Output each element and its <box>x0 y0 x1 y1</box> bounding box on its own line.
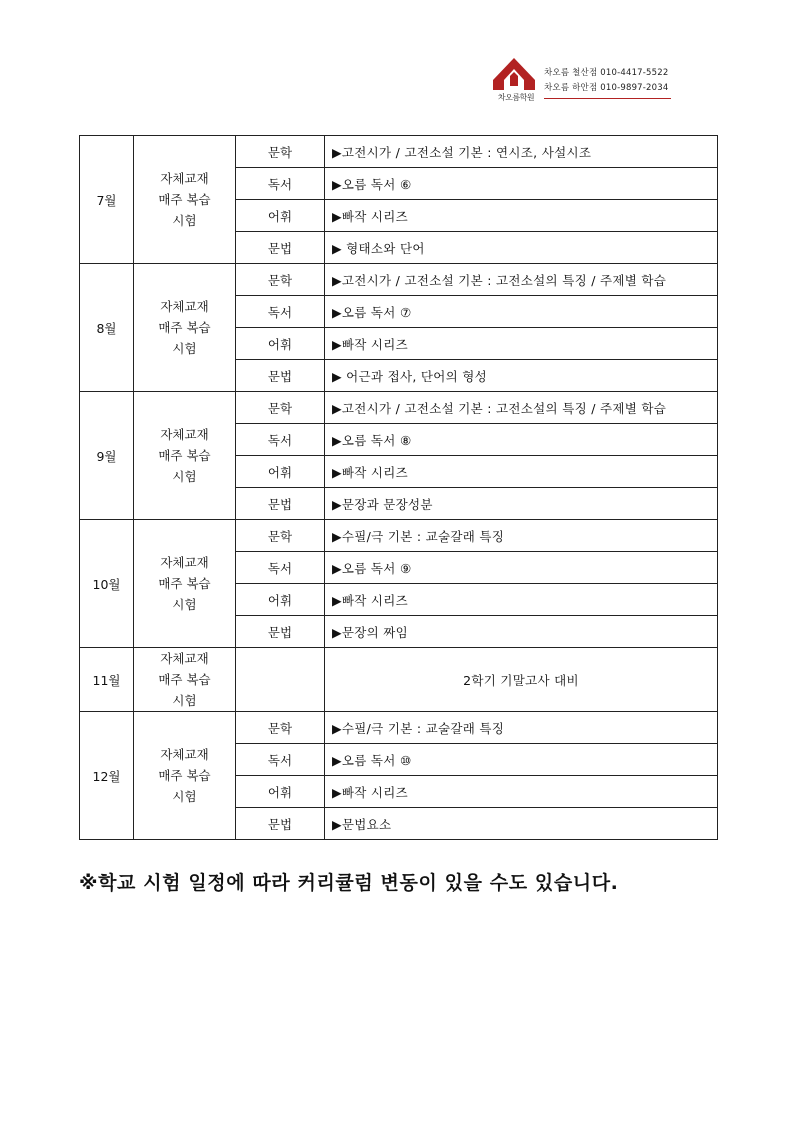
content-cell: ▶빠작 시리즈 <box>325 200 718 232</box>
content-cell: ▶고전시가 / 고전소설 기본 : 고전소설의 특징 / 주제별 학습 <box>325 264 718 296</box>
content-cell: ▶빠작 시리즈 <box>325 328 718 360</box>
content-cell: ▶수필/극 기본 : 교술갈래 특징 <box>325 520 718 552</box>
content-cell: 2학기 기말고사 대비 <box>325 648 718 712</box>
subject-cell: 문학 <box>236 520 325 552</box>
subject-cell: 문학 <box>236 264 325 296</box>
academy-logo-block <box>490 56 675 102</box>
content-cell: ▶오름 독서 ⑦ <box>325 296 718 328</box>
month-cell: 7월 <box>80 136 134 264</box>
subject-cell: 문법 <box>236 808 325 840</box>
subject-cell: 문법 <box>236 360 325 392</box>
subject-cell: 문학 <box>236 392 325 424</box>
content-cell: ▶빠작 시리즈 <box>325 776 718 808</box>
subject-cell: 독서 <box>236 168 325 200</box>
content-cell: ▶빠작 시리즈 <box>325 584 718 616</box>
branch-contact-cheolsan: 차오름 철산점 010-4417-5522 <box>544 68 669 78</box>
exam-cell: 자체교재 매주 복습 시험 <box>134 264 236 392</box>
exam-cell: 자체교재 매주 복습 시험 <box>134 520 236 648</box>
exam-cell: 자체교재 매주 복습 시험 <box>134 712 236 840</box>
content-cell: ▶고전시가 / 고전소설 기본 : 고전소설의 특징 / 주제별 학습 <box>325 392 718 424</box>
subject-cell: 독서 <box>236 552 325 584</box>
subject-cell <box>236 648 325 712</box>
content-cell: ▶문장과 문장성분 <box>325 488 718 520</box>
month-cell: 10월 <box>80 520 134 648</box>
subject-cell: 어휘 <box>236 584 325 616</box>
table-row <box>80 712 718 744</box>
curriculum-table <box>79 135 718 840</box>
month-cell: 9월 <box>80 392 134 520</box>
subject-cell: 어휘 <box>236 200 325 232</box>
content-cell: ▶오름 독서 ⑥ <box>325 168 718 200</box>
content-cell: ▶ 어근과 접사, 단어의 형성 <box>325 360 718 392</box>
content-cell: ▶수필/극 기본 : 교술갈래 특징 <box>325 712 718 744</box>
subject-cell: 문법 <box>236 616 325 648</box>
exam-cell: 자체교재 매주 복습 시험 <box>134 136 236 264</box>
subject-cell: 독서 <box>236 424 325 456</box>
table-row <box>80 136 718 168</box>
exam-cell: 자체교재 매주 복습 시험 <box>134 392 236 520</box>
month-cell: 11월 <box>80 648 134 712</box>
subject-cell: 어휘 <box>236 456 325 488</box>
subject-cell: 독서 <box>236 296 325 328</box>
content-cell: ▶ 형태소와 단어 <box>325 232 718 264</box>
exam-cell: 자체교재 매주 복습 시험 <box>134 648 236 712</box>
content-cell: ▶오름 독서 ⑩ <box>325 744 718 776</box>
month-cell: 12월 <box>80 712 134 840</box>
table-row <box>80 648 718 712</box>
curriculum-change-notice: ※학교 시험 일정에 따라 커리큘럼 변동이 있을 수도 있습니다. <box>79 872 619 894</box>
table-row <box>80 520 718 552</box>
subject-cell: 어휘 <box>236 776 325 808</box>
table-row <box>80 264 718 296</box>
subject-cell: 독서 <box>236 744 325 776</box>
month-cell: 8월 <box>80 264 134 392</box>
content-cell: ▶문법요소 <box>325 808 718 840</box>
subject-cell: 문법 <box>236 232 325 264</box>
branch-contacts <box>544 66 669 96</box>
content-cell: ▶빠작 시리즈 <box>325 456 718 488</box>
subject-cell: 문법 <box>236 488 325 520</box>
header-divider <box>544 98 671 99</box>
subject-cell: 어휘 <box>236 328 325 360</box>
subject-cell: 문학 <box>236 712 325 744</box>
content-cell: ▶오름 독서 ⑧ <box>325 424 718 456</box>
table-row <box>80 392 718 424</box>
content-cell: ▶문장의 짜임 <box>325 616 718 648</box>
subject-cell: 문학 <box>236 136 325 168</box>
content-cell: ▶고전시가 / 고전소설 기본 : 연시조, 사설시조 <box>325 136 718 168</box>
branch-contact-haan: 차오름 하안점 010-9897-2034 <box>544 83 669 93</box>
content-cell: ▶오름 독서 ⑨ <box>325 552 718 584</box>
academy-logo-name: 차오름학원 <box>497 93 535 102</box>
